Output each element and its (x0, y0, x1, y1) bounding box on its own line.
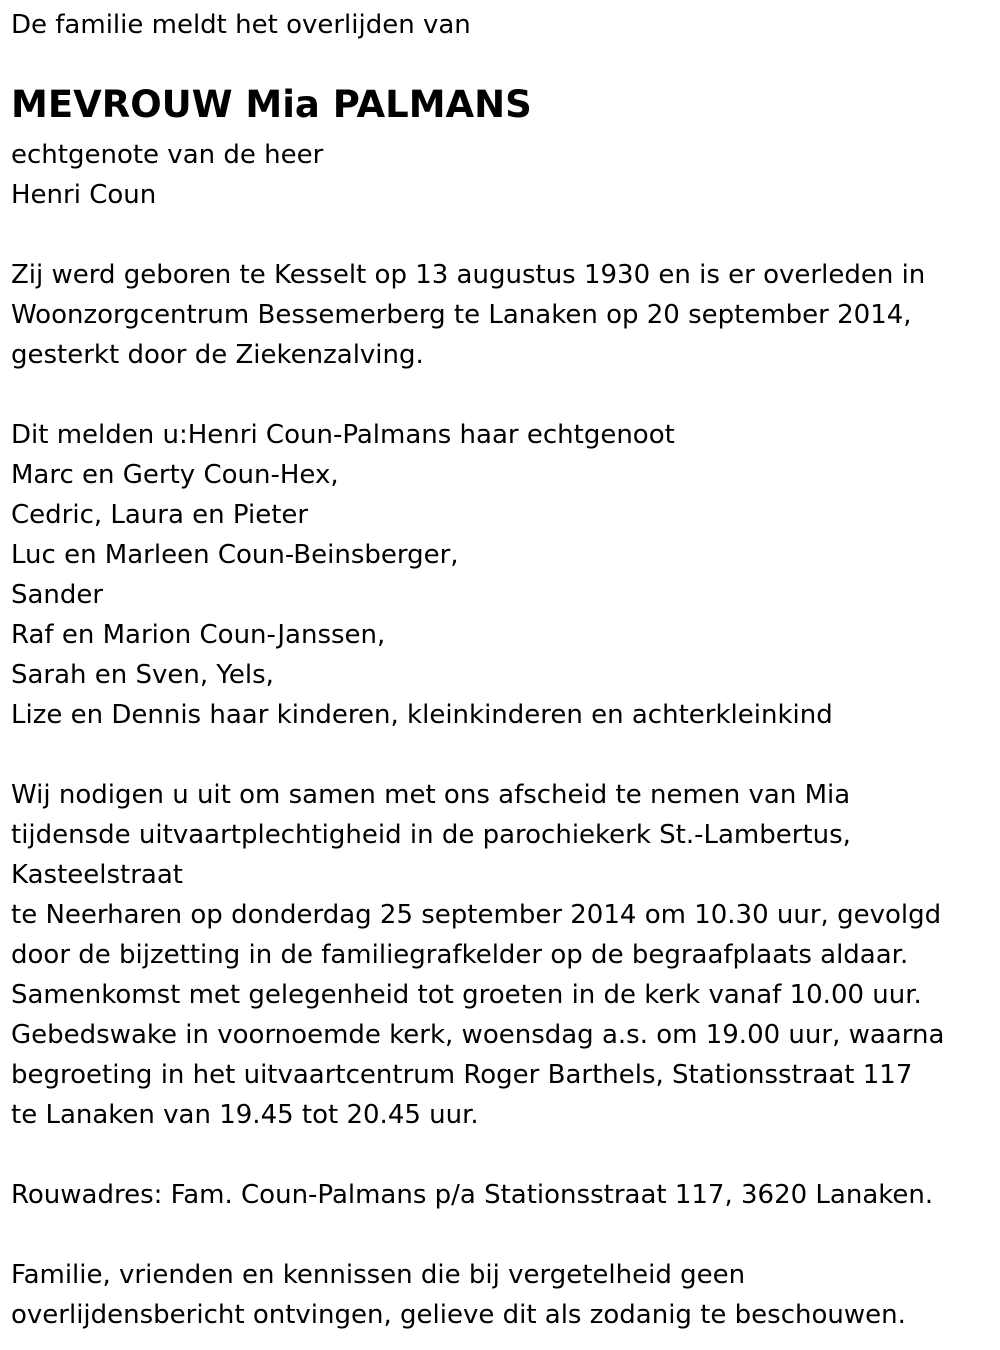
paragraph-gap (11, 375, 990, 415)
family-line: Luc en Marleen Coun-Beinsberger, (11, 540, 459, 570)
family-line: Sarah en Sven, Yels, (11, 660, 274, 690)
spouse-section (11, 135, 990, 215)
family-line: Dit melden u:Henri Coun-Palmans haar echtgenoot (11, 420, 675, 450)
ceremony-line: Kasteelstraat (11, 860, 183, 890)
ceremony-line: te Lanaken van 19.45 tot 20.45 uur. (11, 1100, 479, 1130)
ceremony-line: door de bijzetting in de familiegrafkelder op de begraafplaats aldaar. (11, 940, 909, 970)
closing-line: overlijdensbericht ontvingen, gelieve dit als zodanig te beschouwen. (11, 1300, 906, 1330)
birth-death-line: gesterkt door de Ziekenzalving. (11, 340, 424, 370)
family-line: Sander (11, 580, 104, 610)
ceremony-line: begroeting in het uitvaartcentrum Roger Barthels, Stationsstraat 117 (11, 1060, 913, 1090)
closing-line: Familie, vrienden en kennissen die bij vergetelheid geen (11, 1260, 746, 1290)
deceased-name: MEVROUW Mia PALMANS (11, 83, 532, 126)
ceremony-line: Gebedswake in voornoemde kerk, woensdag a.s. om 19.00 uur, waarna (11, 1020, 945, 1050)
family-line: Lize en Dennis haar kinderen, kleinkinderen en achterkleinkind (11, 700, 833, 730)
paragraph-gap (11, 215, 990, 255)
birth-death-section (11, 255, 990, 375)
spouse-line: echtgenote van de heer (11, 140, 324, 170)
paragraph-gap (11, 1135, 990, 1175)
paragraph-gap (11, 735, 990, 775)
closing-section (11, 1255, 990, 1335)
paragraph-gap (11, 1215, 990, 1255)
birth-death-line: Zij werd geboren te Kesselt op 13 augustus 1930 en is er overleden in (11, 260, 926, 290)
family-section (11, 415, 990, 735)
ceremony-section (11, 775, 990, 1135)
family-line: Marc en Gerty Coun-Hex, (11, 460, 339, 490)
birth-death-line: Woonzorgcentrum Bessemerberg te Lanaken op 20 september 2014, (11, 300, 912, 330)
ceremony-line: Wij nodigen u uit om samen met ons afscheid te nemen van Mia (11, 780, 851, 810)
ceremony-line: tijdensde uitvaartplechtigheid in de parochiekerk St.-Lambertus, (11, 820, 851, 850)
family-line: Raf en Marion Coun-Janssen, (11, 620, 386, 650)
ceremony-line: te Neerharen op donderdag 25 september 2014 om 10.30 uur, gevolgd (11, 900, 942, 930)
ceremony-line: Samenkomst met gelegenheid tot groeten in de kerk vanaf 10.00 uur. (11, 980, 922, 1010)
spouse-line: Henri Coun (11, 180, 157, 210)
mourning-address: Rouwadres: Fam. Coun-Palmans p/a Stationsstraat 117, 3620 Lanaken. (11, 1180, 934, 1210)
intro-text: De familie meldt het overlijden van (11, 10, 471, 40)
family-line: Cedric, Laura en Pieter (11, 500, 309, 530)
